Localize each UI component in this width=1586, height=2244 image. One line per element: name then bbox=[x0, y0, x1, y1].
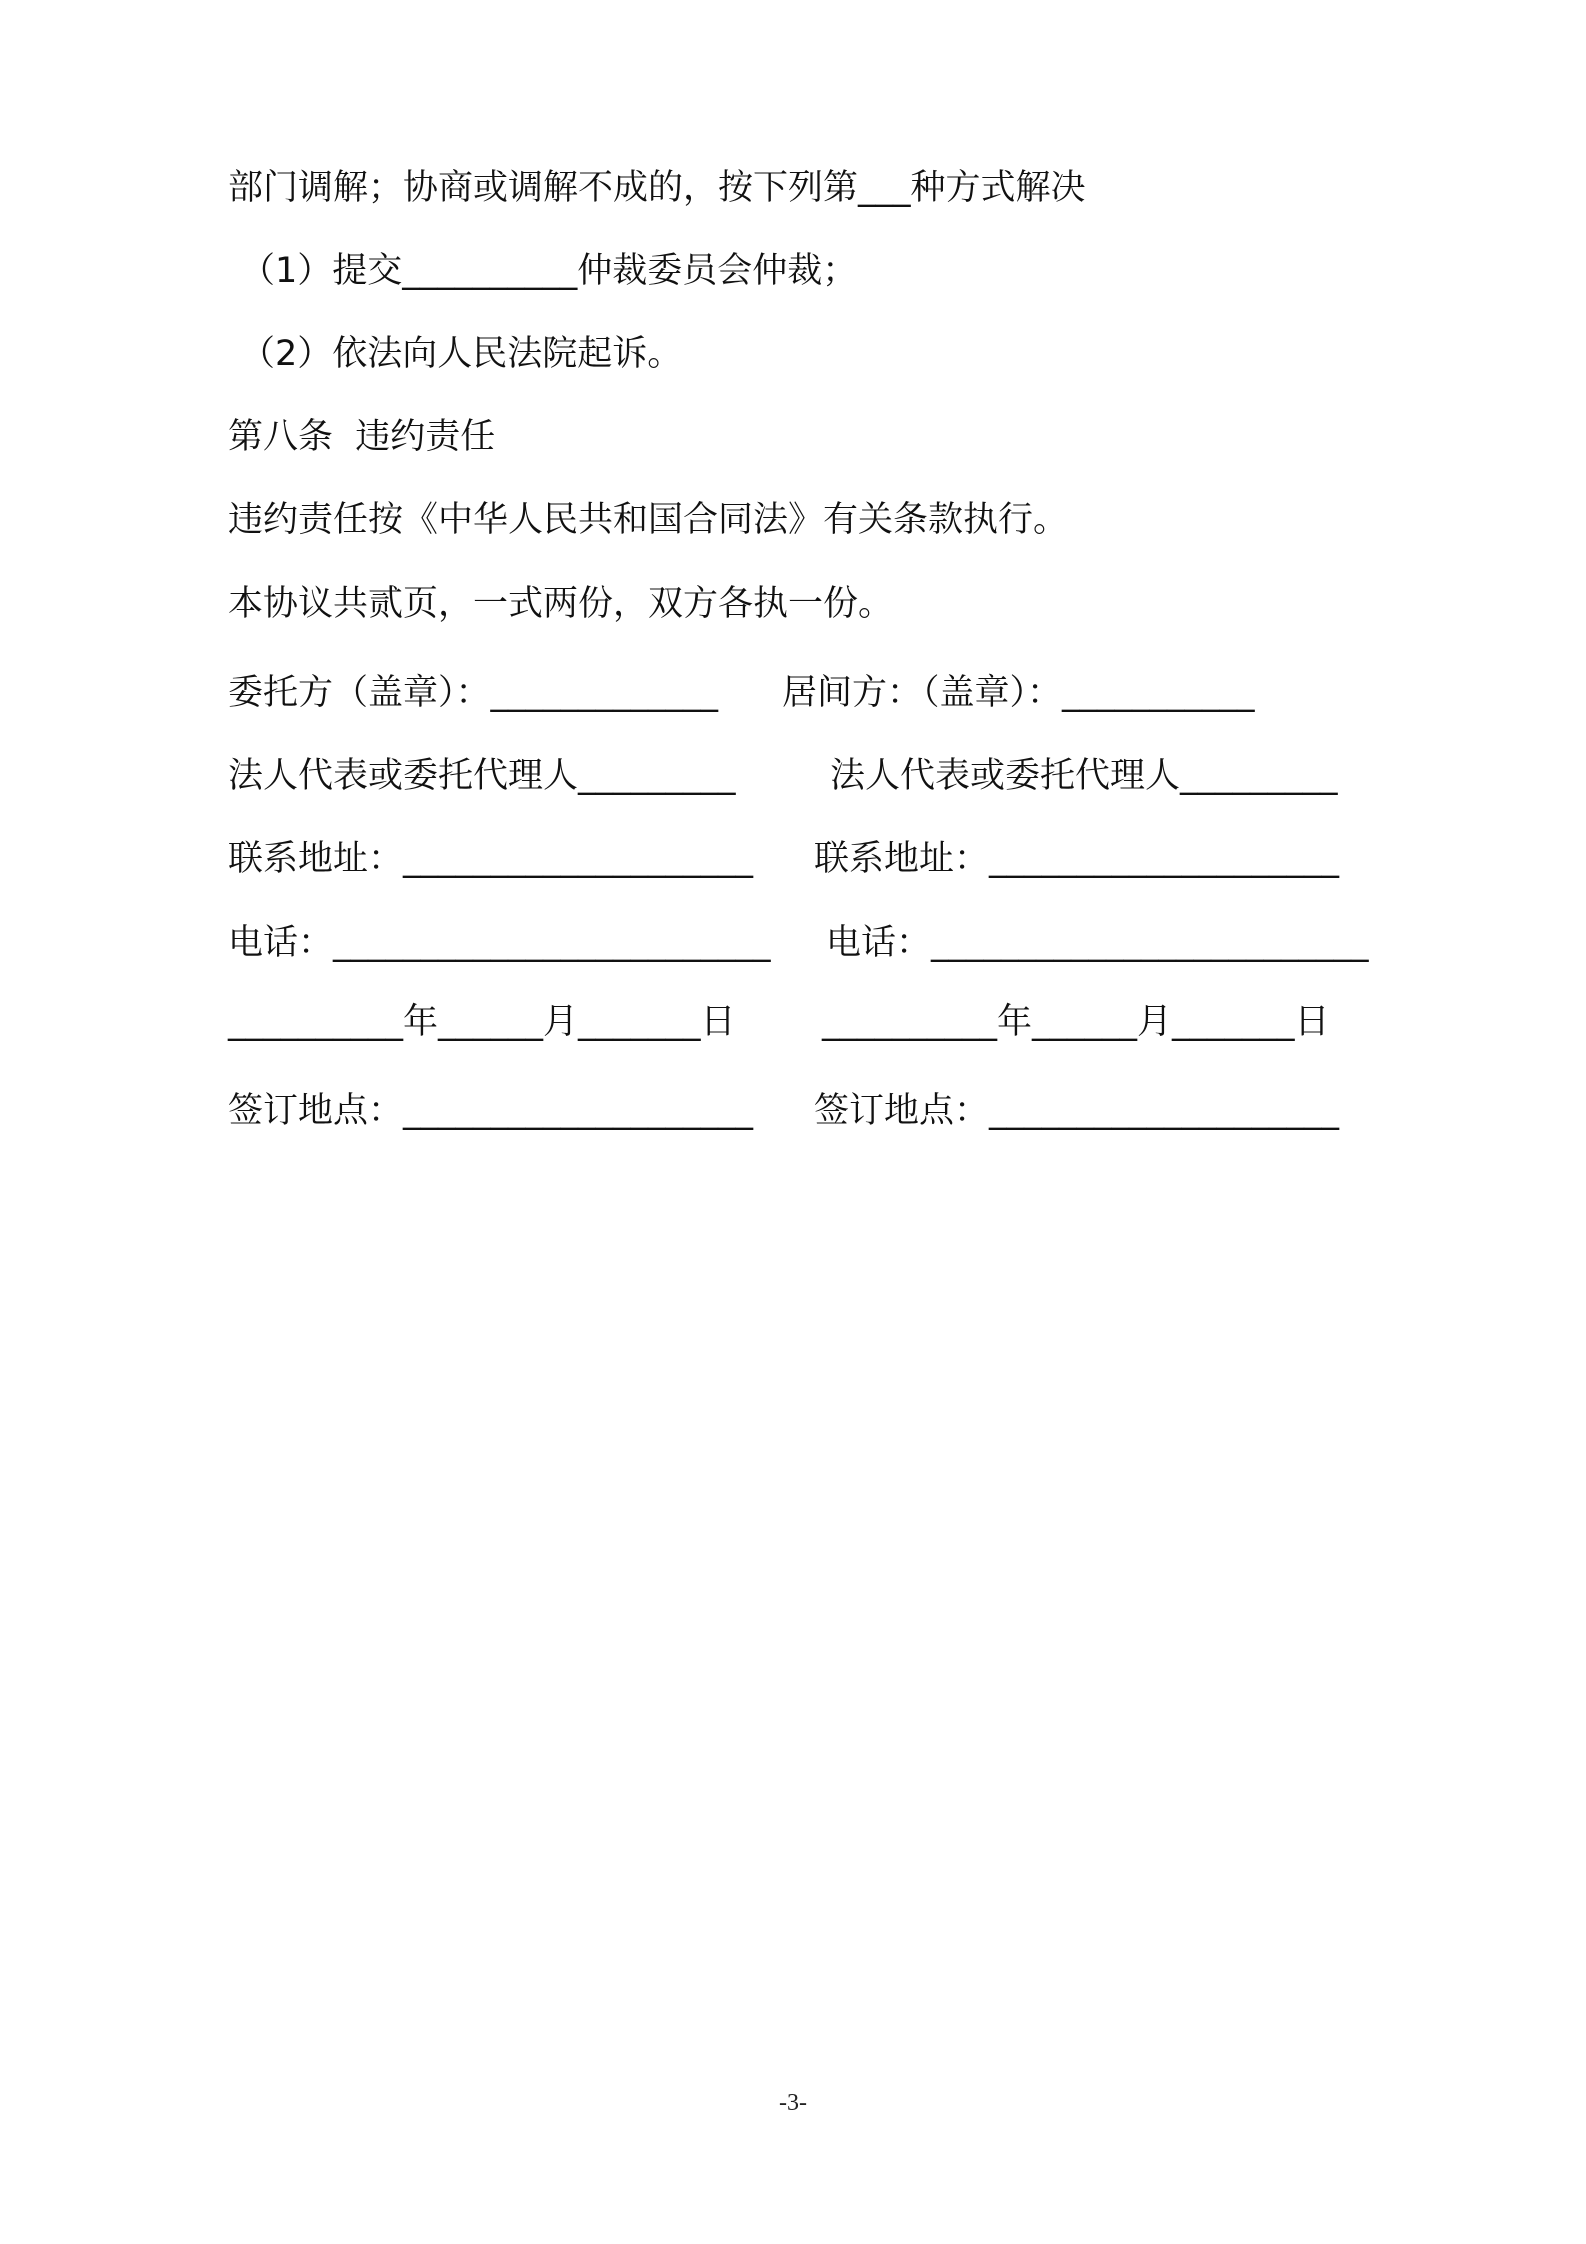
page-number: -3- bbox=[779, 2090, 807, 2116]
party-b-date: __________年______月_______日 bbox=[822, 1002, 1330, 1042]
paragraph-dispute-resolution: 部门调解；协商或调解不成的，按下列第___种方式解决 bbox=[228, 168, 1086, 208]
paragraph-option-litigation: （2）依法向人民法院起诉。 bbox=[240, 334, 683, 374]
party-b-representative: 法人代表或委托代理人_________ bbox=[830, 756, 1338, 796]
party-a-signing-place: 签订地点：____________________ bbox=[228, 1091, 754, 1131]
party-a-date: __________年______月_______日 bbox=[228, 1002, 736, 1042]
party-b-signing-place: 签订地点：____________________ bbox=[814, 1091, 1340, 1131]
party-b-seal: 居间方：（盖章）：___________ bbox=[782, 673, 1255, 713]
party-a-address: 联系地址：____________________ bbox=[228, 839, 754, 879]
party-b-phone: 电话：_________________________ bbox=[826, 923, 1369, 963]
paragraph-copies: 本协议共贰页，一式两份，双方各执一份。 bbox=[228, 584, 894, 624]
party-a-representative: 法人代表或委托代理人_________ bbox=[228, 756, 736, 796]
party-b-address: 联系地址：____________________ bbox=[814, 839, 1340, 879]
party-a-seal: 委托方（盖章）：_____________ bbox=[228, 673, 719, 713]
article-eight-heading: 第八条 违约责任 bbox=[228, 417, 496, 457]
paragraph-liability: 违约责任按《中华人民共和国合同法》有关条款执行。 bbox=[228, 500, 1069, 540]
party-a-phone: 电话：_________________________ bbox=[228, 923, 771, 963]
paragraph-option-arbitration: （1）提交__________仲裁委员会仲裁； bbox=[240, 251, 858, 291]
